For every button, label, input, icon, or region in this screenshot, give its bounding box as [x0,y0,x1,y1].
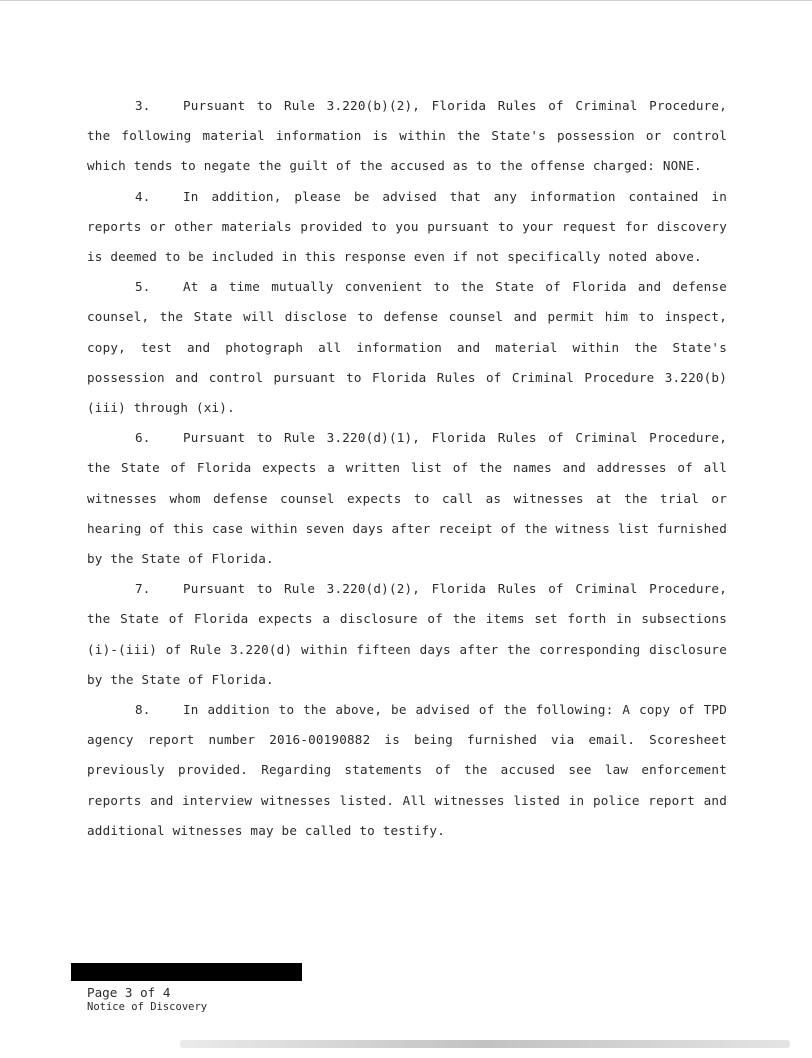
paragraph-text: Pursuant to Rule 3.220(d)(2), Florida Rules of Criminal Procedure, the State of Florida expects a disclosure of the items set forth in subsections (i)-(iii) of Rule 3.220(d) within fifteen days after the corresponding disclosure by the State of Florida. [87,581,727,687]
page-footer [87,985,207,1014]
paragraph-text: In addition to the above, be advised of the following: A copy of TPD agency report number 2016-00190882 is being furnished via email. Scoresheet previously provided. Regarding statements of the accused see law enforcement reports and interview witnesses listed. All witnesses listed in police report and additional witnesses may be called to testify. [87,702,727,838]
paragraph-text: Pursuant to Rule 3.220(b)(2), Florida Rules of Criminal Procedure, the following material information is within the State's possession or control which tends to negate the guilt of the accused as to the offense charged: NONE. [87,98,727,174]
scan-edge-top [0,0,812,1]
paragraph-text: In addition, please be advised that any information contained in reports or other materials provided to you pursuant to your request for discovery is deemed to be included in this response even if not specifically noted above. [87,188,727,265]
paragraph-text: Pursuant to Rule 3.220(d)(1), Florida Rules of Criminal Procedure, the State of Florida expects a written list of the names and addresses of all witnesses whom defense counsel expects to call as witnesses at the trial or hearing of this case within seven days after receipt of the witness list furnished by the State of Florida. [87,430,727,567]
paragraph-number: 3. [135,98,151,113]
paragraph-7 [87,574,727,695]
paragraph-text: At a time mutually convenient to the State of Florida and defense counsel, the State will disclose to defense counsel and permit him to inspect, copy, test and photograph all information and material within the State's possession and control pursuant to Florida Rules of Criminal Procedure 3.220(b)(iii) through (xi). [87,279,727,416]
paragraph-3 [87,91,727,182]
paragraph-number: 6. [135,430,151,446]
document-body [87,91,727,846]
paragraph-8 [87,695,727,846]
document-title: Notice of Discovery [87,1001,208,1013]
paragraph-4 [87,182,727,273]
redaction-bar [71,963,302,981]
paragraph-5 [87,272,727,423]
paragraph-number: 8. [135,702,151,718]
paragraph-number: 7. [135,581,151,597]
paragraph-6 [87,423,727,574]
paragraph-number: 4. [135,188,151,204]
paragraph-number: 5. [135,279,151,295]
page-number: Page 3 of 4 [87,985,171,1000]
scan-filing-stamp-smudge [180,1040,790,1048]
